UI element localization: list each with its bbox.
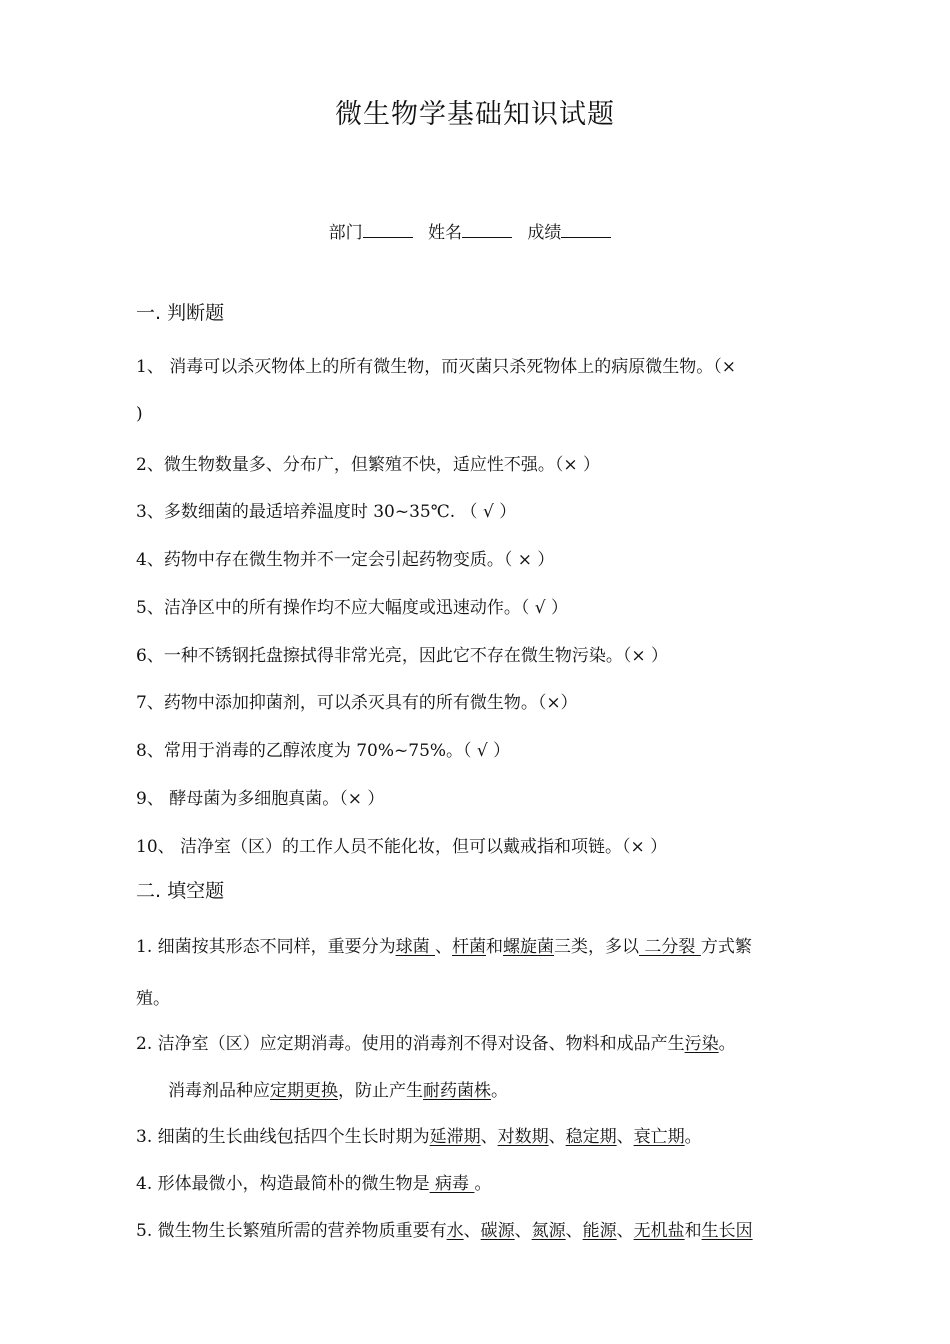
answer: 对数期 <box>497 1127 549 1147</box>
name-label: 姓名 <box>428 223 462 243</box>
page-title: 微生物学基础知识试题 <box>335 99 615 130</box>
answer: 衰亡期 <box>633 1127 685 1147</box>
judgment-item: 4、药物中存在微生物并不一定会引起药物变质。（ × ） <box>136 550 555 570</box>
fill-question-1-continued: 殖。 <box>136 989 170 1009</box>
answer: 杆菌 <box>452 937 487 957</box>
judgment-item: 9、 酵母菌为多细胞真菌。（× ） <box>136 789 385 809</box>
judgment-item: ) <box>136 404 143 424</box>
answer: 氮源 <box>531 1221 566 1241</box>
judgment-item: 7、药物中添加抑菌剂，可以杀灭具有的所有微生物。（×） <box>136 693 578 713</box>
judgment-item: 2、微生物数量多、分布广，但繁殖不快，适应性不强。（× ） <box>136 455 600 475</box>
answer: 二分裂 <box>639 937 701 957</box>
score-label: 成绩 <box>527 223 562 243</box>
answer: 螺旋菌 <box>503 937 555 957</box>
fill-question-2: 2. 洁净室（区）应定期消毒。使用的消毒剂不得对设备、物料和成品产生污染。 <box>136 1034 736 1054</box>
judgment-item: 8、常用于消毒的乙醇浓度为 70%~75%。（ √ ） <box>136 741 511 761</box>
judgment-item: 1、 消毒可以杀灭物体上的所有微生物，而灭菌只杀死物体上的病原微生物。（× <box>136 357 736 377</box>
judgment-item: 3、多数细菌的最适培养温度时 30~35℃. （ √ ） <box>136 502 517 522</box>
score-blank <box>561 223 611 238</box>
section-heading-judgment: 一. 判断题 <box>136 302 225 324</box>
answer: 定期更换 <box>270 1081 338 1101</box>
info-line <box>0 218 950 243</box>
answer: 病毒 <box>429 1174 475 1194</box>
answer: 能源 <box>582 1221 617 1241</box>
section-heading-fill: 二. 填空题 <box>136 880 225 902</box>
answer: 无机盐 <box>633 1221 685 1241</box>
dept-blank <box>363 223 413 238</box>
answer: 稳定期 <box>565 1127 617 1147</box>
answer: 水 <box>446 1221 464 1241</box>
fill-question-2-continued: 消毒剂品种应定期更换，防止产生耐药菌株。 <box>168 1081 508 1101</box>
judgment-item: 6、一种不锈钢托盘擦拭得非常光亮，因此它不存在微生物污染。（× ） <box>136 646 668 666</box>
answer: 生长因 <box>701 1221 753 1241</box>
answer: 碳源 <box>480 1221 515 1241</box>
answer: 延滞期 <box>429 1127 481 1147</box>
judgment-item: 5、洁净区中的所有操作均不应大幅度或迅速动作。（ √ ） <box>136 598 568 618</box>
answer: 球菌 <box>395 937 436 957</box>
fill-question-3: 3. 细菌的生长曲线包括四个生长时期为延滞期、对数期、稳定期、衰亡期。 <box>136 1127 702 1147</box>
answer: 耐药菌株 <box>423 1081 491 1101</box>
fill-question-1: 1. 细菌按其形态不同样，重要分为球菌 、杆菌和螺旋菌三类，多以 二分裂 方式繁 <box>136 937 752 957</box>
judgment-item: 10、 洁净室（区）的工作人员不能化妆，但可以戴戒指和项链。（× ） <box>136 837 668 857</box>
answer: 污染 <box>684 1034 719 1054</box>
fill-question-5: 5. 微生物生长繁殖所需的营养物质重要有水、碳源、氮源、能源、无机盐和生长因 <box>136 1221 753 1241</box>
name-blank <box>462 223 512 238</box>
dept-label: 部门 <box>328 223 363 243</box>
fill-question-4: 4. 形体最微小，构造最简朴的微生物是 病毒 。 <box>136 1174 492 1194</box>
